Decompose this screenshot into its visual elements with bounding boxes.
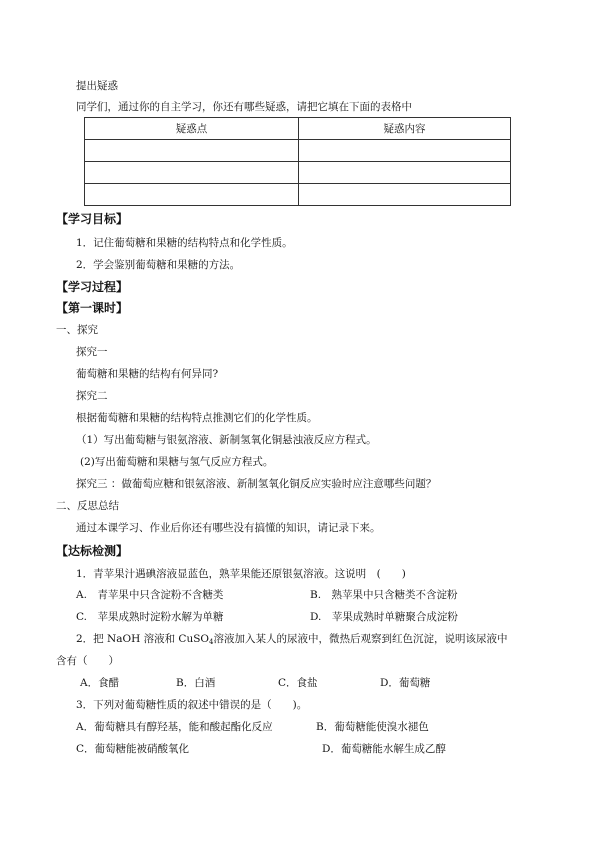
question-2-option-d: D．葡萄糖 <box>380 677 431 689</box>
question-2-stem-subscript: 4 <box>209 638 214 646</box>
lesson-heading: 【第一课时】 <box>56 301 129 315</box>
intro-instruction: 同学们，通过你的自主学习，你还有哪些疑惑，请把它填在下面的表格中 <box>76 101 412 113</box>
table-row <box>85 184 511 206</box>
question-3-option-d: D．葡萄糖能水解生成乙醇 <box>322 743 446 755</box>
question-1-option-b: B. 熟苹果中只含糖类不含淀粉 <box>310 589 458 601</box>
table-header-doubt-content: 疑惑内容 <box>299 118 511 140</box>
doubt-table <box>84 117 511 206</box>
question-2-stem-a: 2．把 NaOH 溶液和 CuSO <box>76 633 210 645</box>
explore3-question: 探究三 ：做葡萄应糖和银氨溶液、新制氢氧化铜反应实验时应注意哪些问题？ <box>76 478 437 490</box>
question-3-stem: 3．下列对葡萄糖性质的叙述中错误的是（ )。 <box>76 699 308 711</box>
table-cell[interactable] <box>299 162 511 184</box>
explore1-title: 探究一 <box>76 346 108 358</box>
question-2-stem-b: 溶液加入某人的尿液中，微热后观察到红色沉淀，说明该尿液中 <box>213 633 508 645</box>
table-row <box>85 140 511 162</box>
explore2-part-a: （1）写出葡萄糖与银氨溶液、新制氢氧化铜悬浊液反应方程式。 <box>76 434 377 446</box>
question-2-option-b: B．白酒 <box>176 677 216 689</box>
table-cell[interactable] <box>85 162 299 184</box>
question-1-option-c: C. 苹果成熟时淀粉水解为单糖 <box>76 611 224 623</box>
question-2-stem <box>76 632 507 646</box>
explore2-part-b: (2)写出葡萄糖和果糖与氢气反应方程式。 <box>80 456 274 468</box>
question-3-option-b: B．葡萄糖能使溴水褪色 <box>316 721 429 733</box>
explore1-question: 葡萄糖和果糖的结构有何异同? <box>76 368 219 380</box>
table-header-doubt-point: 疑惑点 <box>85 118 299 140</box>
table-row <box>85 162 511 184</box>
question-3-option-c: C．葡萄糖能被硝酸氧化 <box>76 743 190 755</box>
test-heading: 【达标检测】 <box>56 544 129 558</box>
section-reflect: 二、反思总结 <box>56 500 119 512</box>
goal-item: 2．学会鉴别葡萄糖和果糖的方法。 <box>76 259 241 271</box>
question-1-option-a: A. 青苹果中只含淀粉不含糖类 <box>76 589 224 601</box>
process-heading: 【学习过程】 <box>56 280 129 294</box>
reflect-prompt: 通过本课学习、作业后你还有哪些没有搞懂的知识，请记录下来。 <box>76 522 381 534</box>
goals-heading: 【学习目标】 <box>56 212 129 226</box>
question-1-option-d: D. 苹果成熟时单糖聚合成淀粉 <box>310 611 458 623</box>
section-explore: 一、探究 <box>56 324 98 336</box>
table-cell[interactable] <box>85 184 299 206</box>
explore2-question: 根据葡萄糖和果糖的结构特点推测它们的化学性质。 <box>76 412 318 424</box>
question-2-stem-continued: 含有（ ） <box>56 655 119 667</box>
table-cell[interactable] <box>299 184 511 206</box>
table-cell[interactable] <box>299 140 511 162</box>
intro-heading: 提出疑惑 <box>76 80 118 92</box>
question-1-stem: 1．青苹果汁遇碘溶液显蓝色，熟苹果能还原银氨溶液。这说明 ( ) <box>76 568 406 580</box>
goal-item: 1．记住葡萄糖和果糖的结构特点和化学性质。 <box>76 237 293 249</box>
question-3-option-a: A．葡萄糖具有醇羟基，能和酸起酯化反应 <box>76 721 273 733</box>
question-2-option-a: A．食醋 <box>80 677 120 689</box>
table-header-row <box>85 118 511 140</box>
table-cell[interactable] <box>85 140 299 162</box>
explore2-title: 探究二 <box>76 390 108 402</box>
question-2-option-c: C．食盐 <box>278 677 318 689</box>
